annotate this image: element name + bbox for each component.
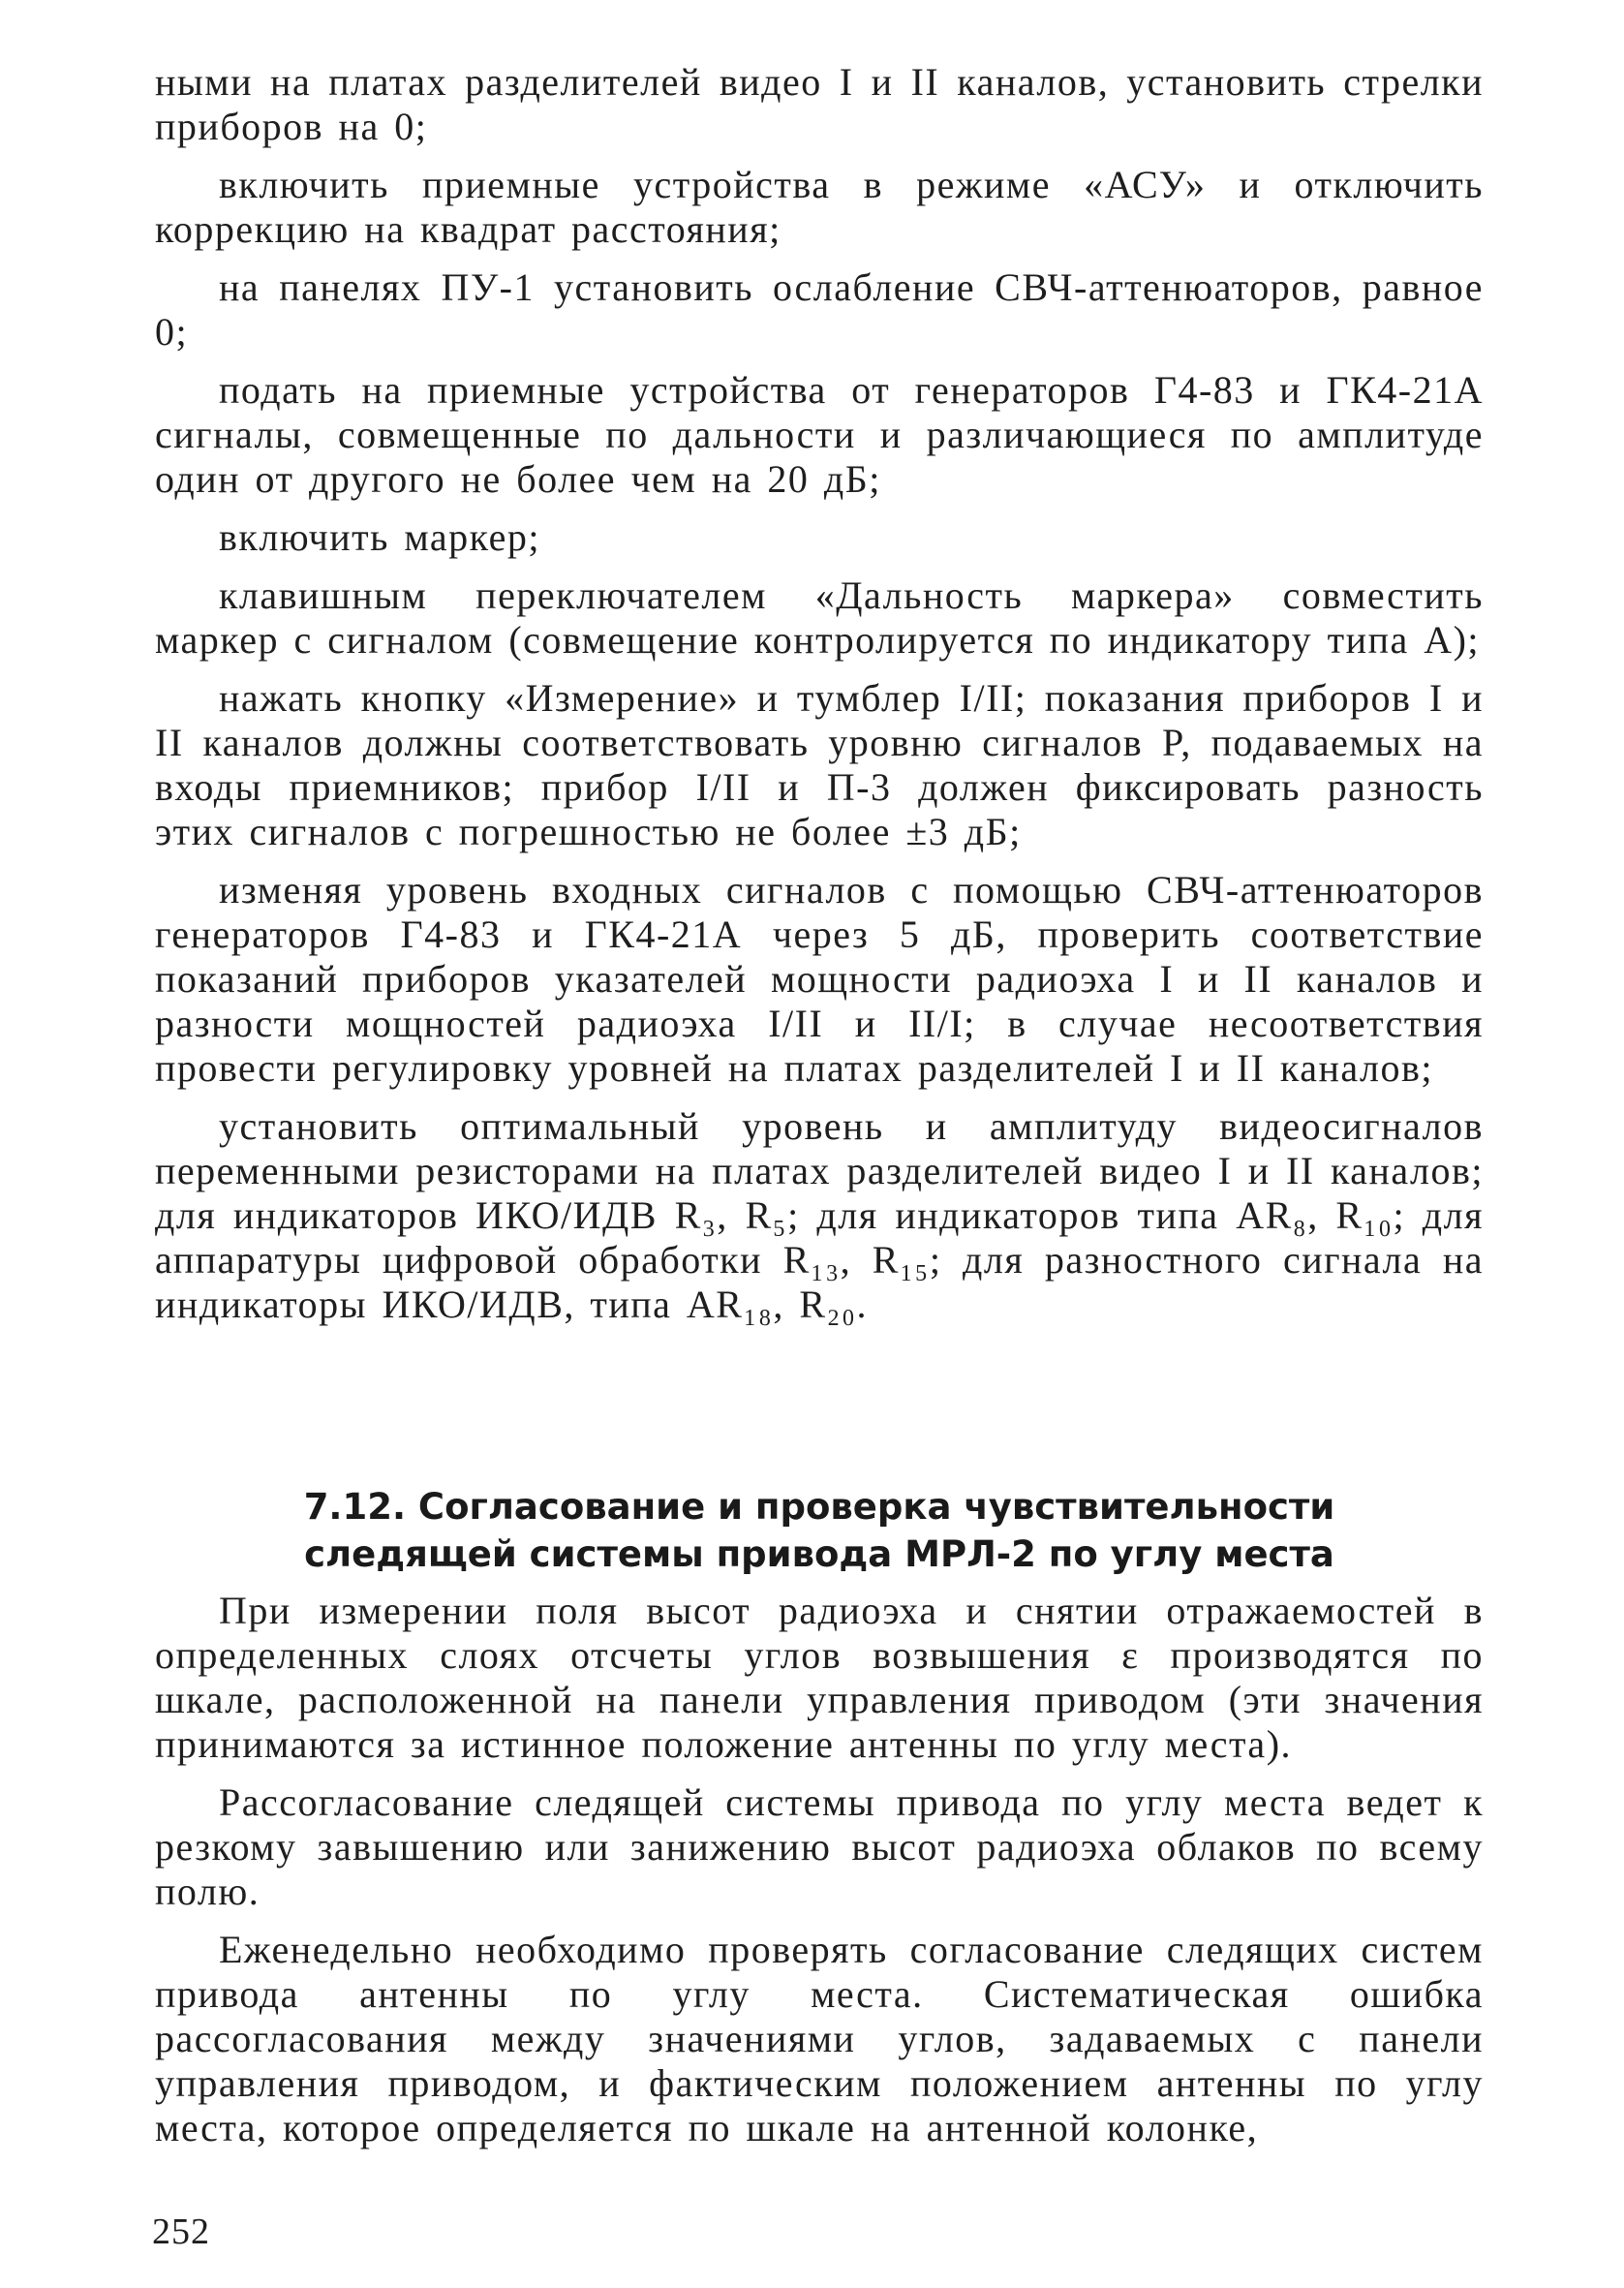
paragraph-marker-range: клавишным переключателем «Дальность маркера» совместить маркер с сигналом (совмещение контролируется по индикатору типа А); — [155, 573, 1484, 662]
paragraph-attenuators: на панелях ПУ-1 установить ослабление СВЧ-аттенюаторов, равное 0; — [155, 265, 1484, 354]
section-heading — [155, 1483, 1484, 1578]
paragraph-measurement: нажать кнопку «Измерение» и тумблер I/II; показания приборов I и II каналов должны соответствовать уровню сигналов P, подаваемых на входы приемников; прибор I/II и П-3 должен фиксировать разность этих сигналов с погрешностью не более ±3 дБ; — [155, 676, 1484, 853]
section-heading-line-1: 7.12. Согласование и проверка чувствительности — [303, 1485, 1335, 1528]
instruction-list — [155, 60, 1484, 1341]
paragraph-continuation: ными на платах разделителей видео I и II каналов, установить стрелки приборов на 0; — [155, 60, 1484, 148]
section-heading-line-2: следящей системы привода МРЛ-2 по углу места — [304, 1532, 1334, 1575]
page-number: 252 — [152, 2211, 210, 2252]
paragraph-marker-on: включить маркер; — [219, 515, 540, 559]
paragraph-generators: подать на приемные устройства от генераторов Г4-83 и ГК4-21А сигналы, совмещенные по дальности и различающиеся по амплитуде один от другого не более чем на 20 дБ; — [155, 368, 1484, 501]
paragraph-height-measurement: При измерении поля высот радиоэха и снятии отражаемостей в определенных слоях отсчеты углов возвышения ε производятся по шкале, расположенной на панели управления приводом (эти значения принимаются за истинное положение антенны по углу места). — [155, 1589, 1484, 1766]
paragraph-mismatch: Рассогласование следящей системы привода по углу места ведет к резкому завышению или занижению высот радиоэха облаков по всему полю. — [155, 1780, 1484, 1913]
paragraph-receivers-asu: включить приемные устройства в режиме «АСУ» и отключить коррекцию на квадрат расстояния; — [155, 163, 1484, 251]
paragraph-optimal-level: установить оптимальный уровень и амплитуду видеосигналов переменными резисторами на платах разделителей видео I и II каналов; для индикаторов ИКО/ИДВ R₃, R₅; для индикаторов типа AR₈, R₁₀; для аппаратуры цифровой обработки R₁₃, R₁₅; для разностного сигнала на индикаторы ИКО/ИДВ, типа AR₁₈, R₂₀. — [155, 1104, 1484, 1326]
section-body — [155, 1589, 1484, 2164]
paragraph-input-levels: изменяя уровень входных сигналов с помощью СВЧ-аттенюаторов генераторов Г4-83 и ГК4-21А через 5 дБ, проверить соответствие показаний приборов указателей мощности радиоэха I и II каналов и разности мощностей радиоэха I/II и II/I; в случае несоответствия провести регулировку уровней на платах разделителей I и II каналов; — [155, 868, 1484, 1090]
paragraph-weekly-check: Еженедельно необходимо проверять согласование следящих систем привода антенны по углу места. Систематическая ошибка рассогласования между значениями углов, задаваемых с панели управления приводом, и фактическим положением антенны по углу места, которое определяется по шкале на антенной колонке, — [155, 1928, 1484, 2149]
